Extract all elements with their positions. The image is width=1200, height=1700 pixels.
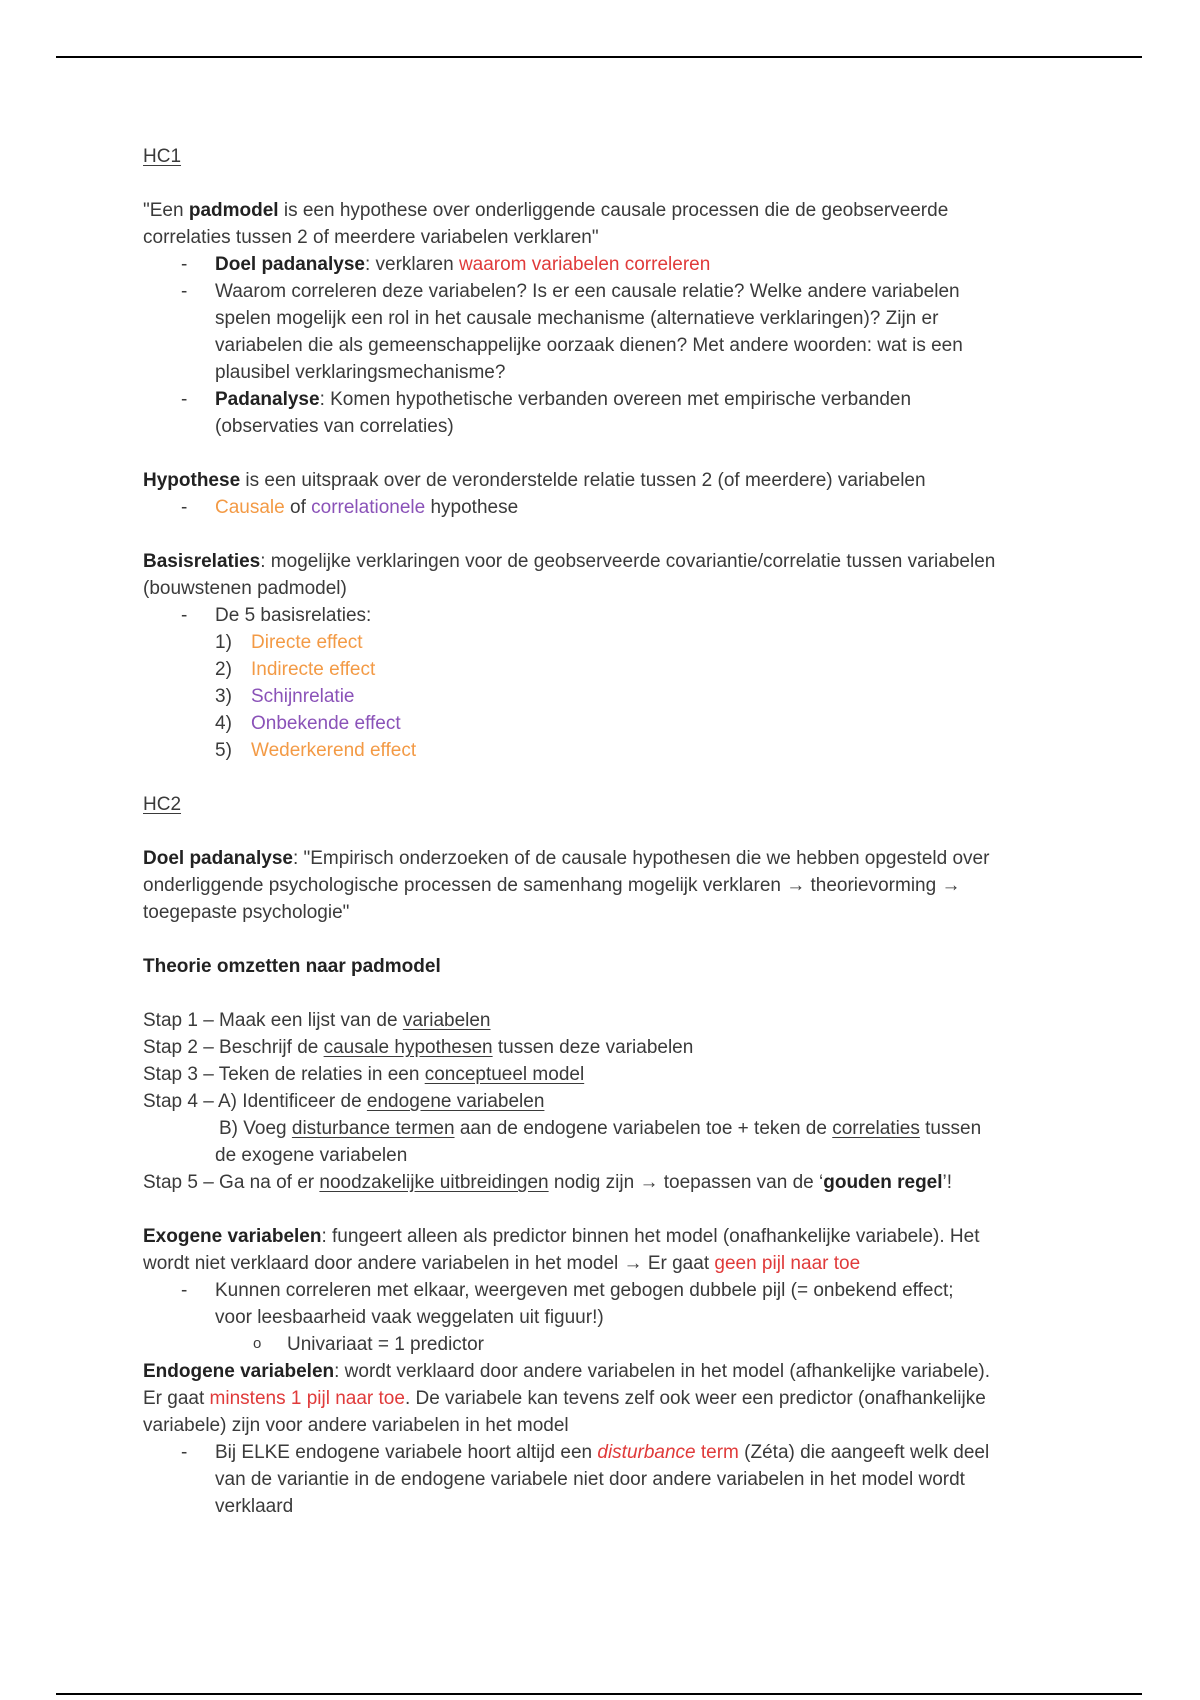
top-rule: [56, 56, 1142, 58]
stap-5: Stap 5 – Ga na of er noodzakelijke uitbreidingen nodig zijn → toepassen van de ‘gouden regel’!: [143, 1172, 953, 1193]
stap-1: Stap 1 – Maak een lijst van de variabelen: [143, 1010, 491, 1031]
bullet-exogene-correleren: - Kunnen correleren met elkaar, weergeven met gebogen dubbele pijl (= onbekend effect;: [143, 1277, 1063, 1304]
bullet-padanalyse-line2: (observaties van correlaties): [215, 416, 454, 437]
endogene-definition: Endogene variabelen: wordt verklaard door andere variabelen in het model (afhankelijke variabele).: [143, 1361, 990, 1382]
padmodel-definition-line2: correlaties tussen 2 of meerdere variabelen verklaren": [143, 227, 599, 248]
exogene-definition: Exogene variabelen: fungeert alleen als predictor binnen het model (onafhankelijke variabele). Het: [143, 1226, 980, 1247]
exogene-line2: wordt niet verklaard door andere variabelen in het model → Er gaat geen pijl naar toe: [143, 1253, 861, 1274]
heading-hc1: HC1: [143, 146, 182, 167]
bullet-disturbance: - Bij ELKE endogene variabele hoort altijd een disturbance term (Zéta) die aangeeft welk deel: [143, 1439, 1063, 1466]
doel-padanalyse-quote: Doel padanalyse: "Empirisch onderzoeken of de causale hypothesen die we hebben opgesteld over: [143, 848, 990, 869]
bullet-waarom-line2: spelen mogelijk een rol in het causale mechanisme (alternatieve verklaringen)? Zijn er: [215, 308, 939, 329]
list-item: 4) Onbekende effect: [215, 713, 401, 734]
bullet-waarom-line3: variabelen die als gemeenschappelijke oorzaak dienen? Met andere woorden: wat is een: [215, 335, 963, 356]
bullet-waarom-line4: plausibel verklaringsmechanisme?: [215, 362, 506, 383]
stap-4b: B) Voeg disturbance termen aan de endogene variabelen toe + teken de correlaties tussen: [219, 1118, 982, 1139]
stap-4b-line2: de exogene variabelen: [215, 1145, 408, 1166]
stap-2: Stap 2 – Beschrijf de causale hypothesen tussen deze variabelen: [143, 1037, 694, 1058]
basisrelaties-line2: (bouwstenen padmodel): [143, 578, 347, 599]
list-item: 3) Schijnrelatie: [215, 686, 355, 707]
list-item: 2) Indirecte effect: [215, 659, 376, 680]
bottom-rule: [56, 1693, 1142, 1695]
endogene-line3: variabele) zijn voor andere variabelen in het model: [143, 1415, 569, 1436]
stap-4: Stap 4 – A) Identificeer de endogene variabelen: [143, 1091, 545, 1112]
bullet-hypothese-types: - Causale of correlationele hypothese: [143, 494, 1063, 521]
doel-padanalyse-line2: onderliggende psychologische processen de samenhang mogelijk verklaren → theorievorming →: [143, 875, 961, 896]
bullet-disturbance-line3: verklaard: [215, 1496, 294, 1517]
bullet-disturbance-line2: van de variantie in de endogene variabele niet door andere variabelen in het model wordt: [215, 1469, 965, 1490]
endogene-line2: Er gaat minstens 1 pijl naar toe. De variabele kan tevens zelf ook weer een predictor (onafhankelijke: [143, 1388, 986, 1409]
hypothese-definition: Hypothese is een uitspraak over de veronderstelde relatie tussen 2 (of meerdere) variabelen: [143, 470, 926, 491]
stap-3: Stap 3 – Teken de relaties in een conceptueel model: [143, 1064, 585, 1085]
theorie-heading: Theorie omzetten naar padmodel: [143, 956, 441, 977]
list-item: 5) Wederkerend effect: [215, 740, 417, 761]
bullet-exogene-line2: voor leesbaarheid vaak weggelaten uit figuur!): [215, 1307, 604, 1328]
basisrelaties-definition: Basisrelaties: mogelijke verklaringen voor de geobserveerde covariantie/correlatie tussen variabelen: [143, 551, 996, 572]
document-body: [143, 143, 1063, 1520]
bullet-waarom-correleren: - Waarom correleren deze variabelen? Is er een causale relatie? Welke andere variabelen: [143, 278, 1063, 305]
bullet-doel-padanalyse: - Doel padanalyse: verklaren waarom variabelen correleren: [143, 251, 1063, 278]
doel-padanalyse-line3: toegepaste psychologie": [143, 902, 350, 923]
list-item: 1) Directe effect: [215, 632, 363, 653]
bullet-basisrelaties-intro: - De 5 basisrelaties:: [143, 602, 1063, 629]
heading-hc2: HC2: [143, 794, 182, 815]
padmodel-definition: "Een padmodel is een hypothese over onderliggende causale processen die de geobserveerde: [143, 200, 949, 221]
bullet-padanalyse: - Padanalyse: Komen hypothetische verbanden overeen met empirische verbanden: [143, 386, 1063, 413]
sub-bullet-univariaat: o Univariaat = 1 predictor: [143, 1331, 1063, 1358]
